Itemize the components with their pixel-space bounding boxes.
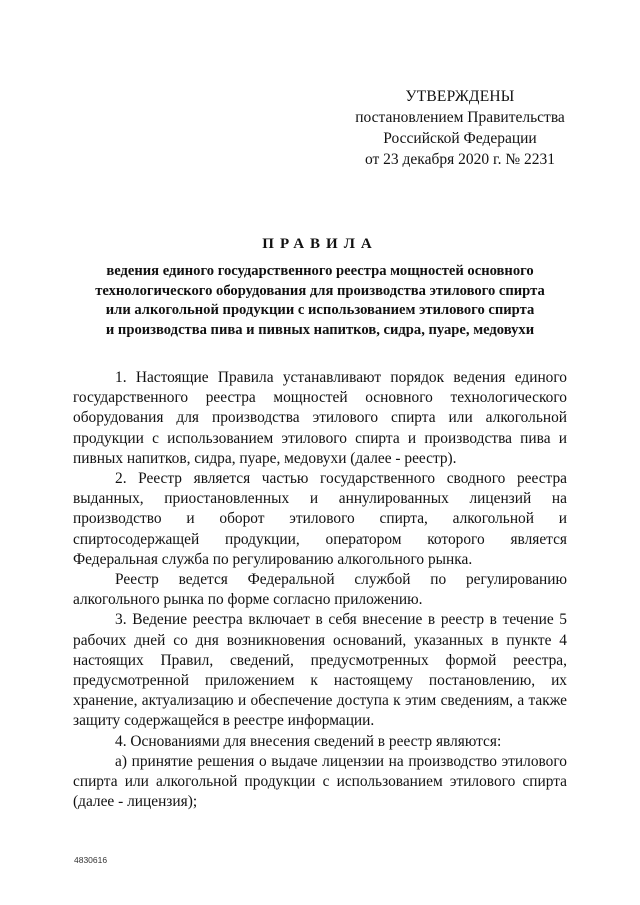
document-subtitle	[70, 262, 570, 340]
paragraph-4a: а) принятие решения о выдаче лицензии на производство этилового спирта или алкогольной продукции с использованием этилового спирта (далее - лицензия);	[73, 752, 567, 811]
paragraph-4: 4. Основаниями для внесения сведений в реестр являются:	[115, 732, 502, 750]
approval-line-3: от 23 декабря 2020 г. № 2231	[364, 151, 556, 168]
approval-line-1: постановлением Правительства	[355, 109, 565, 126]
paragraph-1: 1. Настоящие Правила устанавливают порядок ведения единого государственного реестра мощностей основного технологического оборудования для производства этилового спирта или алкогольной продукции с использованием этилового спирта и производства пива и пивных напитков, сидра, пуаре, медовухи (далее - реестр).	[73, 369, 567, 467]
document-title: ПРАВИЛА	[262, 236, 378, 252]
approval-line-2: Российской Федерации	[383, 130, 537, 147]
subtitle-line: или алкогольной продукции с использованием этилового спирта	[105, 302, 535, 318]
subtitle-line: и производства пива и пивных напитков, сидра, пуаре, медовухи	[105, 321, 535, 338]
paragraph-2: 2. Реестр является частью государственного сводного реестра выданных, приостановленных и аннулированных лицензий на производство и оборот этилового спирта, алкогольной и спиртосодержащей продукции, оператором которого является Федеральная служба по регулированию алкогольного рынка.	[73, 470, 567, 568]
approval-stamp	[330, 86, 590, 170]
paragraph-2-continued: Реестр ведется Федеральной службой по регулированию алкогольного рынка по форме согласно приложению.	[73, 571, 567, 609]
paragraph-3: 3. Ведение реестра включает в себя внесение в реестр в течение 5 рабочих дней со дня возникновения оснований, указанных в пункте 4 настоящих Правил, сведений, предусмотренных формой реестра, предусмотренной приложением к настоящему постановлению, их хранение, актуализацию и обеспечение доступа к этим сведениям, а также защиту содержащейся в реестре информации.	[73, 611, 567, 730]
document-id: 4830616	[74, 855, 108, 865]
subtitle-line: ведения единого государственного реестра мощностей основного	[106, 263, 534, 279]
document-body	[73, 368, 567, 812]
subtitle-line: технологического оборудования для производства этилового спирта	[95, 282, 545, 299]
approval-title: УТВЕРЖДЕНЫ	[405, 88, 515, 105]
